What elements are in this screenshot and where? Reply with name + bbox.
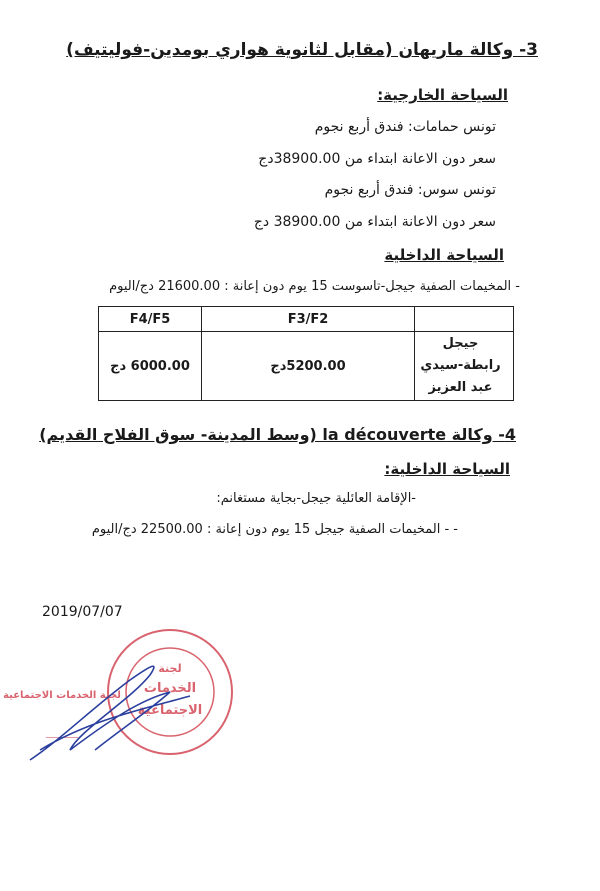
- section4-line-1: -الإقامة العائلية جيجل-بجاية مستغانم:: [216, 491, 416, 506]
- official-stamp: [0, 600, 260, 780]
- col-header-f3f2: F3/F2: [202, 307, 415, 332]
- svg-text:لجنة: لجنة: [158, 662, 182, 675]
- col-header-f4f5: F4/F5: [99, 307, 202, 332]
- place-line-1: جيجل: [442, 336, 479, 351]
- section3-external-title: السياحة الخارجية:: [377, 86, 508, 104]
- section3-heading: 3- وكالة ماريهان (مقابل لثانوية هواري بومدين-فوليتيف): [66, 40, 538, 60]
- table-row: [99, 332, 514, 401]
- section3-internal-title: السياحة الداخلية: [384, 246, 504, 264]
- cell-f3f2: 5200.00دج: [202, 332, 415, 401]
- place-line-2: رابطة-سيدي عبد العزيز: [420, 358, 501, 395]
- table-header-row: [99, 307, 514, 332]
- external-line-4: سعر دون الاعانة ابتداء من 38900.00 دج: [253, 214, 496, 230]
- svg-text:ـــــــــــ: ـــــــــــ: [45, 730, 79, 741]
- section3-internal-line: - المخيمات الصفية جيجل-تاسوست 15 يوم دون إعانة : 21600.00 دج/اليوم: [109, 279, 520, 294]
- col-header-place: [415, 307, 514, 332]
- external-line-1: تونس حمامات: فندق أربع نجوم: [314, 119, 496, 135]
- external-line-2: سعر دون الاعانة ابتداء من 38900.00دج: [258, 151, 496, 167]
- cell-f4f5: 6000.00 دج: [99, 332, 202, 401]
- document-date: 2019/07/07: [42, 604, 123, 620]
- external-line-3: تونس سوس: فندق أربع نجوم: [324, 182, 496, 198]
- price-table: [98, 306, 514, 401]
- section4-heading: 4- وكالة la découverte (وسط المدينة- سوق الفلاح القديم): [39, 425, 516, 444]
- svg-text:لجنة الخدمات الاجتماعية: لجنة الخدمات الاجتماعية: [3, 690, 121, 701]
- section4-internal-title: السياحة الداخلية:: [384, 460, 510, 478]
- svg-text:الخدمات: الخدمات: [143, 681, 197, 696]
- cell-place: [415, 332, 514, 401]
- section4-line-2: - - المخيمات الصفية جيجل 15 يوم دون إعانة : 22500.00 دج/اليوم: [91, 522, 458, 537]
- svg-text:الاجتماعية: الاجتماعية: [137, 703, 203, 718]
